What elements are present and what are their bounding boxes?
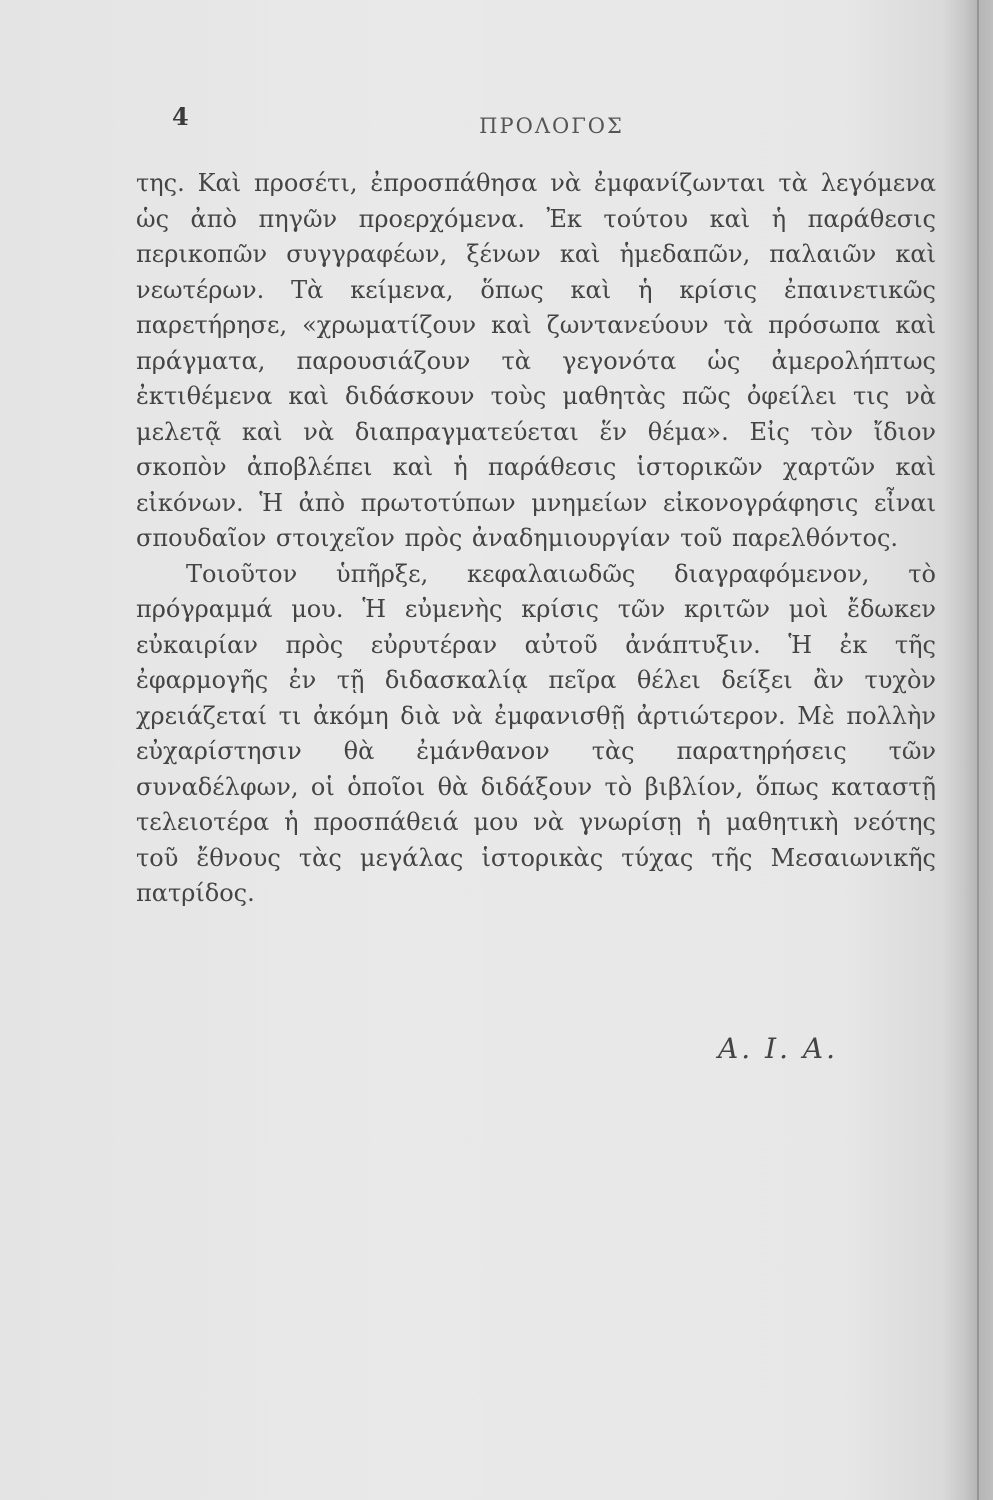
author-initials: A. I. A. xyxy=(718,1032,839,1065)
paragraph-2: Τοιοῦτον ὑπῆρξε, κεφαλαιωδῶς διαγραφόμενον, τὸ πρόγραμμά μου. Ἡ εὐμενὴς κρίσις τῶν κριτῶν μοὶ ἔδωκεν εὐκαιρίαν πρὸς εὐρυτέραν αὐτοῦ ἀνάπτυξιν. Ἡ ἐκ τῆς ἐφαρμογῆς ἐν τῇ διδασκαλίᾳ πεῖρα θέλει δείξει ἂν τυχὸν χρειάζεταί τι ἀκόμη διὰ νὰ ἐμφανισθῇ ἀρτιώτερον. Μὲ πολλὴν εὐχαρίστησιν θὰ ἐμάνθανον τὰς παρατηρήσεις τῶν συναδέλφων, οἱ ὁποῖοι θὰ διδάξουν τὸ βιβλίον, ὅπως καταστῇ τελειοτέρα ἡ προσπάθειά μου νὰ γνωρίσῃ ἡ μαθητικὴ νεότης τοῦ ἔθνους τὰς μεγάλας ἱστορικὰς τύχας τῆς Μεσαιωνικῆς πατρίδος. xyxy=(136,559,936,907)
page-edge-shadow xyxy=(943,0,993,1500)
body-text xyxy=(136,166,936,912)
binding-fold-line xyxy=(977,0,979,1500)
paragraph-1: της. Καὶ προσέτι, ἐπροσπάθησα νὰ ἐμφανίζωνται τὰ λεγόμενα ὡς ἀπὸ πηγῶν προερχόμενα. Ἐκ τούτου καὶ ἡ παράθεσις περικοπῶν συγγραφέων, ξένων καὶ ἡμεδαπῶν, παλαιῶν καὶ νεωτέρων. Τὰ κείμενα, ὅπως καὶ ἡ κρίσις ἐπαινετικῶς παρετήρησε, «χρωματίζουν καὶ ζωντανεύουν τὰ πρόσωπα καὶ πράγματα, παρουσιάζουν τὰ γεγονότα ὡς ἀμερολήπτως ἐκτιθέμενα καὶ διδάσκουν τοὺς μαθητὰς πῶς ὀφείλει τις νὰ μελετᾷ καὶ νὰ διαπραγματεύεται ἕν θέμα». Εἰς τὸν ἴδιον σκοπὸν ἀποβλέπει καὶ ἡ παράθεσις ἱστορικῶν χαρτῶν καὶ εἰκόνων. Ἡ ἀπὸ πρωτοτύπων μνημείων εἰκονογράφησις εἶναι σπουδαῖον στοιχεῖον πρὸς ἀναδημιουργίαν τοῦ παρελθόντος. xyxy=(136,169,936,552)
page-number: 4 xyxy=(172,102,189,131)
running-head: ΠΡΟΛΟΓΟΣ xyxy=(479,114,624,138)
